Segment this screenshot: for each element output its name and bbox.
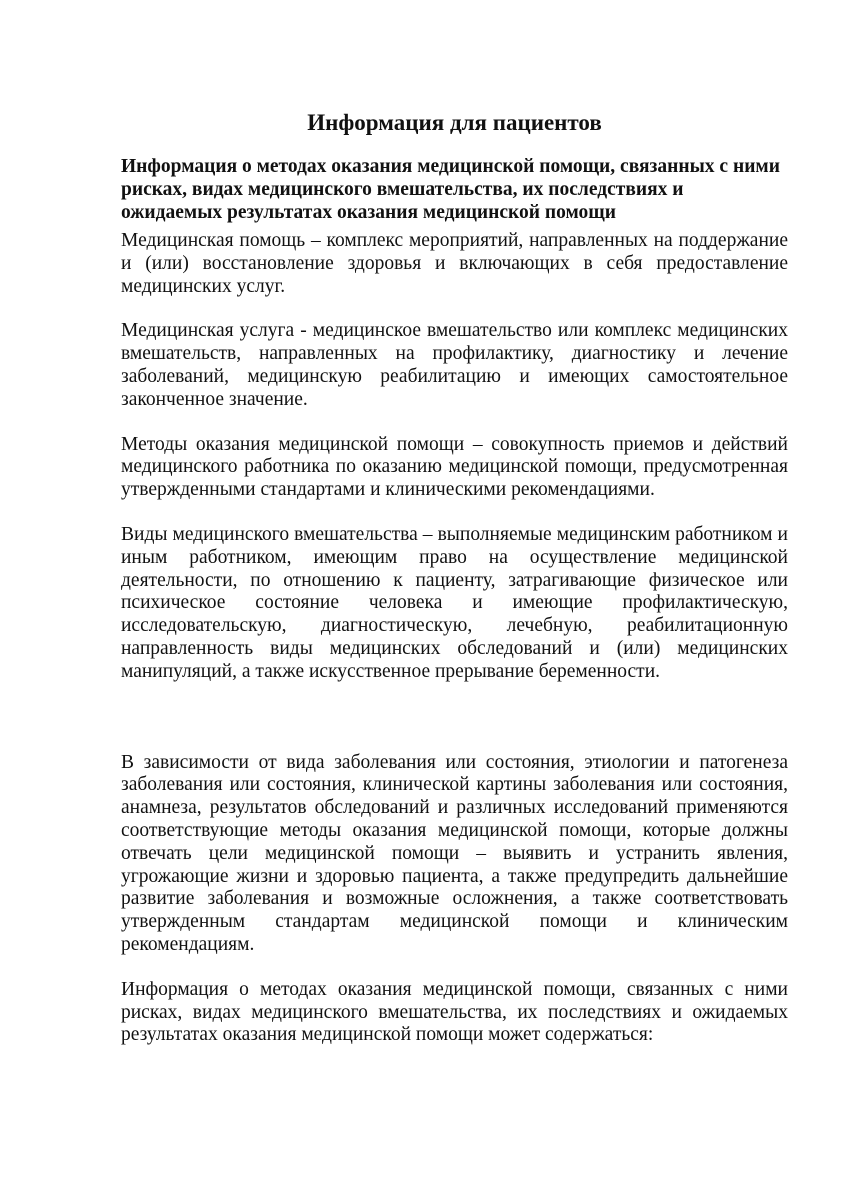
page-title: Информация для пациентов <box>307 110 602 135</box>
paragraph-information-sources: Информация о методах оказания медицинской помощи, связанных с ними рисках, видах медицинского вмешательства, их последствиях и ожидаемых результатах оказания медицинской помощи может содержаться: <box>121 978 788 1046</box>
paragraph-intervention-types-definition: Виды медицинского вмешательства – выполняемые медицинским работником и иным работником, имеющим право на осуществление медицинской деятельности, по отношению к пациенту, затрагивающие физическое или психическое состояние человека и имеющие профилактическую, исследовательскую, диагностическую, лечебную, реабилитационную направленность виды медицинских обследований и (или) медицинских манипуляций, а также искусственное прерывание беременности. <box>121 523 788 682</box>
document-page <box>121 108 788 1047</box>
section-heading: Информация о методах оказания медицинской помощи, связанных с ними рисках, видах медицинского вмешательства, их последствиях и ожидаемых результатах оказания медицинской помощи <box>121 156 780 223</box>
paragraph-methods-application: В зависимости от вида заболевания или состояния, этиологии и патогенеза заболевания или состояния, клинической картины заболевания или состояния, анамнеза, результатов обследований и различных исследований применяются соответствующие методы оказания медицинской помощи, которые должны отвечать цели медицинской помощи – выявить и устранить явления, угрожающие жизни и здоровью пациента, а также предупредить дальнейшие развитие заболевания и возможные осложнения, а также соответствовать утвержденным стандартам медицинской помощи и клиническим рекомендациям. <box>121 751 788 955</box>
paragraph-medical-service-definition: Медицинская услуга - медицинское вмешательство или комплекс медицинских вмешательств, направленных на профилактику, диагностику и лечение заболеваний, медицинскую реабилитацию и имеющих самостоятельное законченное значение. <box>121 320 788 410</box>
paragraph-care-methods-definition: Методы оказания медицинской помощи – совокупность приемов и действий медицинского работника по оказанию медицинской помощи, предусмотренная утвержденными стандартами и клиническими рекомендациями. <box>121 433 788 501</box>
paragraph-medical-care-definition: Медицинская помощь – комплекс мероприятий, направленных на поддержание и (или) восстановление здоровья и включающих в себя предоставление медицинских услуг. <box>121 230 788 297</box>
